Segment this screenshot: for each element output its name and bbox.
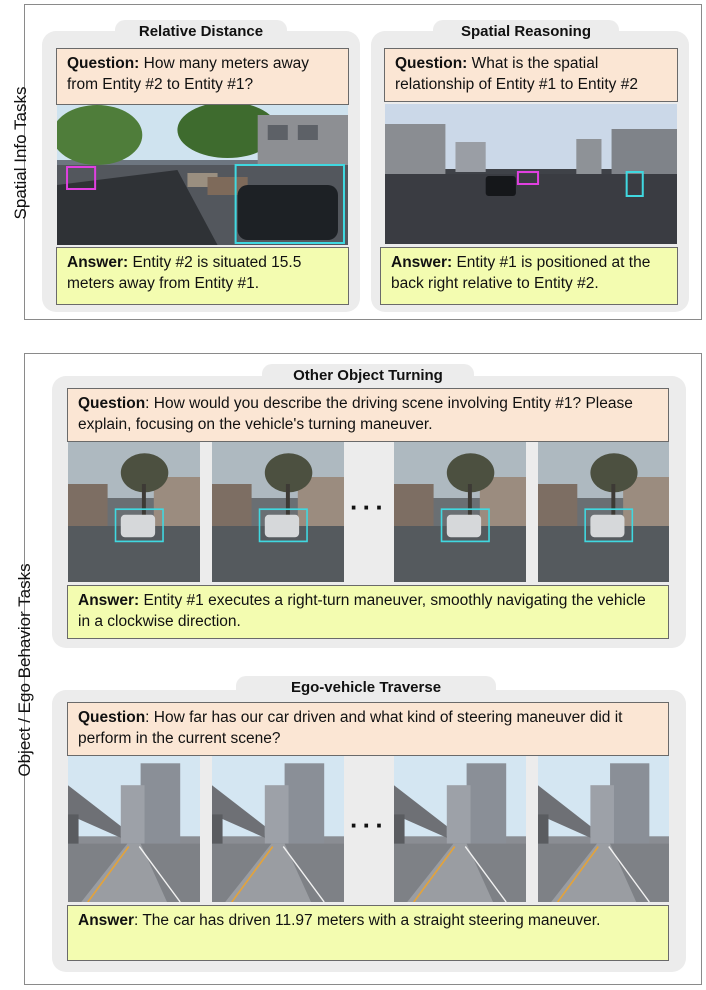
traverse-ellipsis: ···	[350, 810, 388, 840]
other-object-turning-question	[67, 388, 669, 442]
spatial-reasoning-title: Spatial Reasoning	[433, 20, 619, 40]
turning-frame-2	[212, 442, 344, 582]
relative-distance-question	[56, 48, 349, 105]
traverse-frame-2	[212, 756, 344, 902]
ego-vehicle-traverse-answer	[67, 905, 669, 961]
ego-vehicle-traverse-title: Ego-vehicle Traverse	[236, 676, 496, 696]
question-text: : How would you describe the driving scene involving Entity #1? Please explain, focusing on the vehicle's turning maneuver.	[78, 395, 633, 433]
relative-distance-title: Relative Distance	[115, 20, 287, 40]
answer-label: Answer	[78, 912, 134, 929]
traverse-frame-1	[68, 756, 200, 902]
behavior-label: Object / Ego Behavior Tasks	[15, 563, 34, 777]
spatial-reasoning-question	[384, 48, 678, 102]
answer-text: Entity #2 is situated 15.5 meters away from Entity #1.	[67, 254, 302, 292]
turning-frame-4	[538, 442, 669, 582]
traverse-frame-3	[394, 756, 526, 902]
spatial-reasoning-answer	[380, 247, 678, 305]
answer-label: Answer:	[78, 592, 140, 609]
answer-label: Answer:	[67, 254, 129, 271]
turning-frame-1	[68, 442, 200, 582]
answer-text: : The car has driven 11.97 meters with a straight steering maneuver.	[134, 912, 601, 929]
spatial-info-label: Spatial Info Tasks	[11, 86, 30, 220]
question-label: Question	[78, 395, 146, 412]
question-text: What is the spatial relationship of Entity #1 to Entity #2	[395, 55, 638, 93]
ego-vehicle-traverse-question	[67, 702, 669, 756]
other-object-turning-title: Other Object Turning	[262, 364, 474, 384]
question-label: Question	[78, 709, 146, 726]
relative-distance-image	[57, 105, 348, 245]
answer-label: Answer:	[391, 254, 453, 271]
traverse-frame-4	[538, 756, 669, 902]
question-text: How many meters away from Entity #2 to Entity #1?	[67, 55, 310, 93]
spatial-reasoning-image	[385, 104, 677, 244]
answer-text: Entity #1 executes a right-turn maneuver, smoothly navigating the vehicle in a clockwise direction.	[78, 592, 646, 630]
relative-distance-answer	[56, 247, 349, 305]
question-label: Question:	[67, 55, 140, 72]
other-object-turning-answer	[67, 585, 669, 639]
question-text: : How far has our car driven and what kind of steering maneuver did it perform in the current scene?	[78, 709, 623, 747]
question-label: Question:	[395, 55, 468, 72]
turning-frame-3	[394, 442, 526, 582]
answer-text: Entity #1 is positioned at the back right relative to Entity #2.	[391, 254, 651, 292]
turning-ellipsis: ···	[350, 492, 388, 522]
